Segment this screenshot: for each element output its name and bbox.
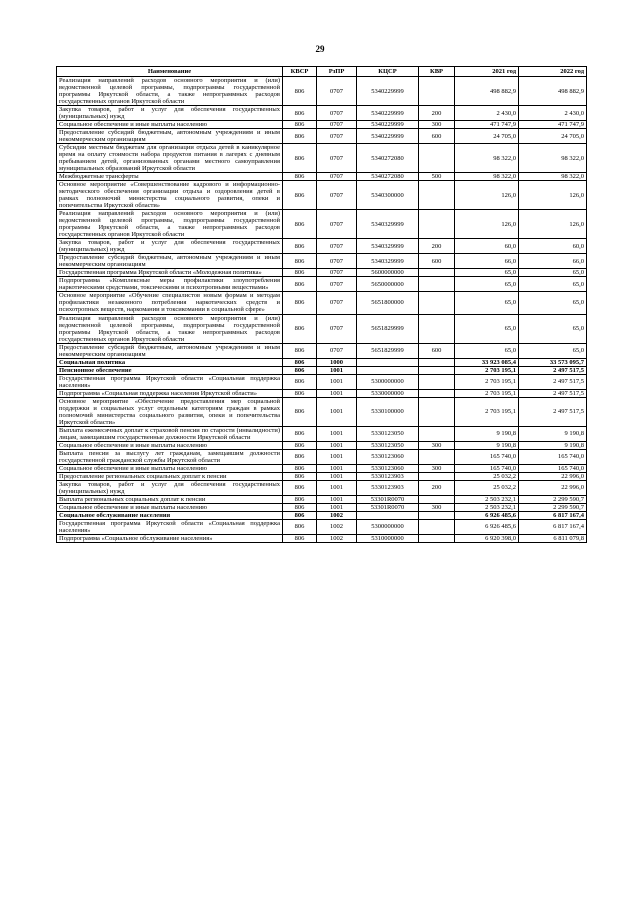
row-name-cell: Межбюджетные трансферты — [57, 173, 283, 181]
row-name-cell: Реализация направлений расходов основного мероприятия и (или) ведомственной целевой программы, подпрограммы государственной программы Иркутской области, а также непрограммных расходов государственных органов Иркутской области — [57, 314, 283, 343]
row-rzpr-cell: 1001 — [317, 426, 357, 441]
row-name-cell: Выплата пенсии за выслугу лет гражданам, замещавшим должности государственной гражданской службы Иркутской области — [57, 449, 283, 464]
table-row — [57, 239, 587, 254]
column-header-name: Наименование — [57, 67, 283, 77]
row-name-cell: Предоставление субсидий бюджетным, автономным учреждениям и иным некоммерческим организациям — [57, 129, 283, 144]
table-row — [57, 495, 587, 503]
column-header-kvsr: КВСР — [283, 67, 317, 77]
row-name-cell: Закупка товаров, работ и услуг для обеспечения государственных (муниципальных) нужд — [57, 239, 283, 254]
table-row — [57, 314, 587, 343]
row-name-cell: Закупка товаров, работ и услуг для обеспечения государственных (муниципальных) нужд — [57, 106, 283, 121]
row-kvr-cell — [419, 77, 455, 106]
row-kvsr-cell: 806 — [283, 464, 317, 472]
row-kcsr-cell: 5340229999 — [357, 106, 419, 121]
row-2022-cell: 65,0 — [519, 277, 587, 292]
row-rzpr-cell: 0707 — [317, 173, 357, 181]
row-kvsr-cell: 806 — [283, 106, 317, 121]
row-rzpr-cell: 1000 — [317, 358, 357, 366]
table-header-row — [57, 67, 587, 77]
page-number: 29 — [315, 44, 325, 54]
row-kcsr-cell: 5340272080 — [357, 144, 419, 173]
row-2021-cell: 65,0 — [455, 314, 519, 343]
row-2022-cell: 98 322,0 — [519, 173, 587, 181]
row-rzpr-cell: 0707 — [317, 129, 357, 144]
row-2022-cell: 65,0 — [519, 343, 587, 358]
row-name-cell: Подпрограмма «Социальное обслуживание населения» — [57, 534, 283, 542]
row-kcsr-cell: 5330123050 — [357, 441, 419, 449]
table-row — [57, 358, 587, 366]
row-2021-cell: 2 503 232,1 — [455, 503, 519, 511]
row-2022-cell: 2 430,0 — [519, 106, 587, 121]
table-row — [57, 472, 587, 480]
row-2022-cell: 126,0 — [519, 210, 587, 239]
row-kvsr-cell: 806 — [283, 441, 317, 449]
row-kvsr-cell: 806 — [283, 397, 317, 426]
row-kvr-cell: 300 — [419, 441, 455, 449]
table-row — [57, 181, 587, 210]
row-kcsr-cell: 5600000000 — [357, 269, 419, 277]
row-kcsr-cell: 53301R0070 — [357, 495, 419, 503]
table-row — [57, 366, 587, 374]
row-rzpr-cell: 0707 — [317, 210, 357, 239]
row-2021-cell: 2 703 195,1 — [455, 389, 519, 397]
row-kvr-cell — [419, 366, 455, 374]
row-kvr-cell — [419, 519, 455, 534]
table-row — [57, 519, 587, 534]
budget-table — [56, 66, 587, 543]
row-kvr-cell — [419, 277, 455, 292]
row-rzpr-cell: 0707 — [317, 239, 357, 254]
row-name-cell: Социальная политика — [57, 358, 283, 366]
row-name-cell: Государственная программа Иркутской области «Социальная поддержка населения» — [57, 519, 283, 534]
row-kvsr-cell: 806 — [283, 495, 317, 503]
row-kcsr-cell — [357, 366, 419, 374]
row-name-cell: Реализация направлений расходов основного мероприятия и (или) ведомственной целевой программы, подпрограммы государственной программы Иркутской области, а также непрограммных расходов государственных органов Иркутской области — [57, 77, 283, 106]
row-2022-cell: 498 882,9 — [519, 77, 587, 106]
row-kvr-cell — [419, 472, 455, 480]
row-kvr-cell — [419, 534, 455, 542]
table-row — [57, 77, 587, 106]
row-2022-cell: 2 299 590,7 — [519, 495, 587, 503]
row-kcsr-cell: 5340272080 — [357, 173, 419, 181]
row-2021-cell: 2 703 195,1 — [455, 366, 519, 374]
table-row — [57, 121, 587, 129]
row-kvr-cell — [419, 210, 455, 239]
row-rzpr-cell: 1001 — [317, 366, 357, 374]
row-2021-cell: 6 926 485,6 — [455, 511, 519, 519]
table-row — [57, 397, 587, 426]
row-2022-cell: 165 740,0 — [519, 464, 587, 472]
row-2022-cell: 22 996,0 — [519, 480, 587, 495]
row-2021-cell: 165 740,0 — [455, 449, 519, 464]
row-kvr-cell: 200 — [419, 239, 455, 254]
row-kcsr-cell: 5340229999 — [357, 77, 419, 106]
row-rzpr-cell: 0707 — [317, 181, 357, 210]
table-row — [57, 343, 587, 358]
row-2021-cell: 498 882,9 — [455, 77, 519, 106]
row-kvsr-cell: 806 — [283, 366, 317, 374]
row-rzpr-cell: 1001 — [317, 503, 357, 511]
row-name-cell: Реализация направлений расходов основного мероприятия и (или) ведомственной целевой программы, подпрограммы государственной программы Иркутской области, а также непрограммных расходов государственных органов Иркутской области — [57, 210, 283, 239]
row-name-cell: Государственная программа Иркутской области «Социальная поддержка населения» — [57, 374, 283, 389]
row-2021-cell: 6 920 398,0 — [455, 534, 519, 542]
row-2021-cell: 2 703 195,1 — [455, 374, 519, 389]
row-name-cell: Социальное обеспечение и иные выплаты населению — [57, 503, 283, 511]
row-2022-cell: 65,0 — [519, 292, 587, 314]
row-kvsr-cell: 806 — [283, 77, 317, 106]
row-2021-cell: 471 747,9 — [455, 121, 519, 129]
row-rzpr-cell: 0707 — [317, 254, 357, 269]
row-rzpr-cell: 1002 — [317, 511, 357, 519]
row-kvr-cell: 300 — [419, 121, 455, 129]
row-rzpr-cell: 1001 — [317, 389, 357, 397]
table-row — [57, 503, 587, 511]
row-kcsr-cell: 5651829999 — [357, 314, 419, 343]
row-kcsr-cell: 53301R0070 — [357, 503, 419, 511]
row-kvr-cell — [419, 292, 455, 314]
row-2022-cell: 2 299 590,7 — [519, 503, 587, 511]
row-kvsr-cell: 806 — [283, 519, 317, 534]
row-kcsr-cell: 5651829999 — [357, 343, 419, 358]
row-kvsr-cell: 806 — [283, 503, 317, 511]
row-name-cell: Предоставление субсидий бюджетным, автономным учреждениям и иным некоммерческим организациям — [57, 254, 283, 269]
column-header-2021: 2021 год — [455, 67, 519, 77]
row-kvr-cell — [419, 397, 455, 426]
row-kvsr-cell: 806 — [283, 389, 317, 397]
row-kcsr-cell: 5340229999 — [357, 129, 419, 144]
row-kvr-cell: 500 — [419, 173, 455, 181]
row-kvr-cell — [419, 314, 455, 343]
row-kcsr-cell: 5340300000 — [357, 181, 419, 210]
row-2022-cell: 6 817 167,4 — [519, 519, 587, 534]
row-kvsr-cell: 806 — [283, 129, 317, 144]
row-name-cell: Субсидии местным бюджетам для организации отдыха детей в каникулярное время на оплату стоимости набора продуктов питания в лагерях с дневным пребыванием детей, организованных органами местного самоуправления муниципальных образований Иркутской области — [57, 144, 283, 173]
row-2021-cell: 6 926 485,6 — [455, 519, 519, 534]
row-name-cell: Основное мероприятие «Обучение специалистов новым формам и методам профилактики незаконного потребления наркотических средств и психотропных веществ, наркомании и токсикомании в социальной сфере» — [57, 292, 283, 314]
column-header-kvr: КВР — [419, 67, 455, 77]
row-rzpr-cell: 1001 — [317, 397, 357, 426]
row-kcsr-cell: 5340329999 — [357, 239, 419, 254]
row-name-cell: Подпрограмма «Комплексные меры профилактики злоупотребления наркотическими средствами, токсическими и психотропными веществами» — [57, 277, 283, 292]
row-kvsr-cell: 806 — [283, 210, 317, 239]
row-rzpr-cell: 1002 — [317, 534, 357, 542]
row-kcsr-cell: 5330123060 — [357, 449, 419, 464]
table-row — [57, 534, 587, 542]
table-row — [57, 464, 587, 472]
row-2022-cell: 9 190,8 — [519, 441, 587, 449]
row-kcsr-cell: 5340229999 — [357, 121, 419, 129]
row-2022-cell: 471 747,9 — [519, 121, 587, 129]
row-rzpr-cell: 1001 — [317, 480, 357, 495]
row-2022-cell: 2 497 517,5 — [519, 397, 587, 426]
row-kcsr-cell — [357, 511, 419, 519]
row-kvr-cell — [419, 511, 455, 519]
row-2022-cell: 65,0 — [519, 269, 587, 277]
row-kvsr-cell: 806 — [283, 173, 317, 181]
row-2021-cell: 126,0 — [455, 181, 519, 210]
row-kvsr-cell: 806 — [283, 239, 317, 254]
row-kvsr-cell: 806 — [283, 144, 317, 173]
table-body — [57, 77, 587, 543]
row-2022-cell: 2 497 517,5 — [519, 366, 587, 374]
row-rzpr-cell: 0707 — [317, 77, 357, 106]
table-row — [57, 389, 587, 397]
table-row — [57, 441, 587, 449]
row-kvsr-cell: 806 — [283, 343, 317, 358]
row-kvsr-cell: 806 — [283, 254, 317, 269]
row-2021-cell: 25 032,2 — [455, 472, 519, 480]
table-row — [57, 106, 587, 121]
row-rzpr-cell: 0707 — [317, 121, 357, 129]
row-2021-cell: 9 190,8 — [455, 426, 519, 441]
row-2022-cell: 6 817 167,4 — [519, 511, 587, 519]
row-kvsr-cell: 806 — [283, 181, 317, 210]
row-rzpr-cell: 1002 — [317, 519, 357, 534]
row-2022-cell: 98 322,0 — [519, 144, 587, 173]
row-kvr-cell — [419, 495, 455, 503]
row-2022-cell: 66,0 — [519, 254, 587, 269]
row-kvr-cell: 600 — [419, 129, 455, 144]
row-rzpr-cell: 1001 — [317, 441, 357, 449]
row-rzpr-cell: 1001 — [317, 449, 357, 464]
row-name-cell: Предоставление региональных социальных доплат к пенсии — [57, 472, 283, 480]
row-kcsr-cell: 5300000000 — [357, 519, 419, 534]
row-2021-cell: 65,0 — [455, 343, 519, 358]
row-2021-cell: 2 503 232,1 — [455, 495, 519, 503]
table-row — [57, 277, 587, 292]
row-2021-cell: 65,0 — [455, 292, 519, 314]
row-name-cell: Государственная программа Иркутской области «Молодежная политика» — [57, 269, 283, 277]
row-2022-cell: 65,0 — [519, 314, 587, 343]
row-2021-cell: 165 740,0 — [455, 464, 519, 472]
row-kvsr-cell: 806 — [283, 121, 317, 129]
row-2022-cell: 126,0 — [519, 181, 587, 210]
row-kcsr-cell — [357, 358, 419, 366]
row-2022-cell: 9 190,8 — [519, 426, 587, 441]
row-rzpr-cell: 0707 — [317, 269, 357, 277]
row-kcsr-cell: 5330000000 — [357, 389, 419, 397]
row-kcsr-cell: 5650000000 — [357, 277, 419, 292]
row-kcsr-cell: 5340329999 — [357, 254, 419, 269]
row-name-cell: Социальное обеспечение и иные выплаты населению — [57, 441, 283, 449]
table-row — [57, 144, 587, 173]
row-2022-cell: 24 705,0 — [519, 129, 587, 144]
row-kvsr-cell: 806 — [283, 426, 317, 441]
row-rzpr-cell: 0707 — [317, 292, 357, 314]
row-kcsr-cell: 5330123903 — [357, 480, 419, 495]
row-2021-cell: 65,0 — [455, 269, 519, 277]
row-kvr-cell — [419, 269, 455, 277]
table-row — [57, 210, 587, 239]
table-row — [57, 426, 587, 441]
row-2021-cell: 2 430,0 — [455, 106, 519, 121]
row-2022-cell: 2 497 517,5 — [519, 389, 587, 397]
row-kvsr-cell: 806 — [283, 374, 317, 389]
row-2022-cell: 22 996,0 — [519, 472, 587, 480]
row-kvr-cell: 600 — [419, 254, 455, 269]
row-2022-cell: 165 740,0 — [519, 449, 587, 464]
row-kvr-cell: 300 — [419, 503, 455, 511]
row-rzpr-cell: 1001 — [317, 374, 357, 389]
row-kvr-cell — [419, 358, 455, 366]
row-kvr-cell: 600 — [419, 343, 455, 358]
row-2022-cell: 33 573 095,7 — [519, 358, 587, 366]
row-name-cell: Выплата региональных социальных доплат к пенсии — [57, 495, 283, 503]
table-row — [57, 374, 587, 389]
row-kvr-cell: 200 — [419, 480, 455, 495]
row-name-cell: Основное мероприятие «Совершенствование кадрового и информационно-методического обеспечения организации отдыха и оздоровления детей в рамках полномочий министерства социального развития, опеки и попечительства Иркутской области» — [57, 181, 283, 210]
row-kvr-cell — [419, 181, 455, 210]
table-row — [57, 449, 587, 464]
row-2021-cell: 126,0 — [455, 210, 519, 239]
row-2021-cell: 66,0 — [455, 254, 519, 269]
row-kvr-cell — [419, 449, 455, 464]
row-kcsr-cell: 5340329999 — [357, 210, 419, 239]
row-rzpr-cell: 0707 — [317, 343, 357, 358]
row-kvr-cell: 200 — [419, 106, 455, 121]
row-name-cell: Предоставление субсидий бюджетным, автономным учреждениям и иным некоммерческим организациям — [57, 343, 283, 358]
column-header-2022: 2022 год — [519, 67, 587, 77]
row-2021-cell: 24 705,0 — [455, 129, 519, 144]
row-kcsr-cell: 5330123060 — [357, 464, 419, 472]
row-kvsr-cell: 806 — [283, 314, 317, 343]
row-name-cell: Пенсионное обеспечение — [57, 366, 283, 374]
table-row — [57, 129, 587, 144]
row-name-cell: Социальное обеспечение и иные выплаты населению — [57, 121, 283, 129]
row-kvsr-cell: 806 — [283, 292, 317, 314]
row-kvr-cell: 300 — [419, 464, 455, 472]
row-kvsr-cell: 806 — [283, 277, 317, 292]
row-kvsr-cell: 806 — [283, 472, 317, 480]
table-row — [57, 254, 587, 269]
row-2022-cell: 2 497 517,5 — [519, 374, 587, 389]
row-name-cell: Выплата ежемесячных доплат к страховой пенсии по старости (инвалидности) лицам, замещавшим государственные должности Иркутской области — [57, 426, 283, 441]
row-kvsr-cell: 806 — [283, 269, 317, 277]
row-name-cell: Подпрограмма «Социальная поддержка населения Иркутской области» — [57, 389, 283, 397]
row-2021-cell: 98 322,0 — [455, 173, 519, 181]
row-rzpr-cell: 0707 — [317, 314, 357, 343]
row-kvr-cell — [419, 374, 455, 389]
row-2022-cell: 6 811 079,8 — [519, 534, 587, 542]
row-name-cell: Социальное обслуживание населения — [57, 511, 283, 519]
row-2021-cell: 2 703 195,1 — [455, 397, 519, 426]
row-rzpr-cell: 0707 — [317, 277, 357, 292]
row-name-cell: Основное мероприятие «Обеспечение предоставления мер социальной поддержки и социальных услуг отдельным категориям граждан в рамках полномочий министерства социального развития, опеки и попечительства Иркутской области» — [57, 397, 283, 426]
row-kcsr-cell: 5330123050 — [357, 426, 419, 441]
row-kvsr-cell: 806 — [283, 449, 317, 464]
table-row — [57, 269, 587, 277]
row-2021-cell: 33 923 085,4 — [455, 358, 519, 366]
table-row — [57, 480, 587, 495]
row-kcsr-cell: 5651800000 — [357, 292, 419, 314]
row-kcsr-cell: 5300000000 — [357, 374, 419, 389]
row-kvr-cell — [419, 144, 455, 173]
table-row — [57, 292, 587, 314]
row-2021-cell: 60,0 — [455, 239, 519, 254]
row-kvr-cell — [419, 389, 455, 397]
row-2021-cell: 25 032,2 — [455, 480, 519, 495]
table-row — [57, 173, 587, 181]
row-kcsr-cell: 5330123903 — [357, 472, 419, 480]
table-row — [57, 511, 587, 519]
row-kvsr-cell: 806 — [283, 511, 317, 519]
row-rzpr-cell: 1001 — [317, 464, 357, 472]
row-rzpr-cell: 1001 — [317, 495, 357, 503]
row-rzpr-cell: 1001 — [317, 472, 357, 480]
column-header-rzpr: РзПР — [317, 67, 357, 77]
row-kcsr-cell: 5330100000 — [357, 397, 419, 426]
row-kvsr-cell: 806 — [283, 480, 317, 495]
row-name-cell: Закупка товаров, работ и услуг для обеспечения государственных (муниципальных) нужд — [57, 480, 283, 495]
row-kcsr-cell: 5310000000 — [357, 534, 419, 542]
row-2021-cell: 9 190,8 — [455, 441, 519, 449]
row-kvsr-cell: 806 — [283, 358, 317, 366]
row-name-cell: Социальное обеспечение и иные выплаты населению — [57, 464, 283, 472]
row-2022-cell: 60,0 — [519, 239, 587, 254]
column-header-kcsr: КЦСР — [357, 67, 419, 77]
row-kvr-cell — [419, 426, 455, 441]
row-rzpr-cell: 0707 — [317, 144, 357, 173]
row-rzpr-cell: 0707 — [317, 106, 357, 121]
row-kvsr-cell: 806 — [283, 534, 317, 542]
row-2021-cell: 98 322,0 — [455, 144, 519, 173]
row-2021-cell: 65,0 — [455, 277, 519, 292]
